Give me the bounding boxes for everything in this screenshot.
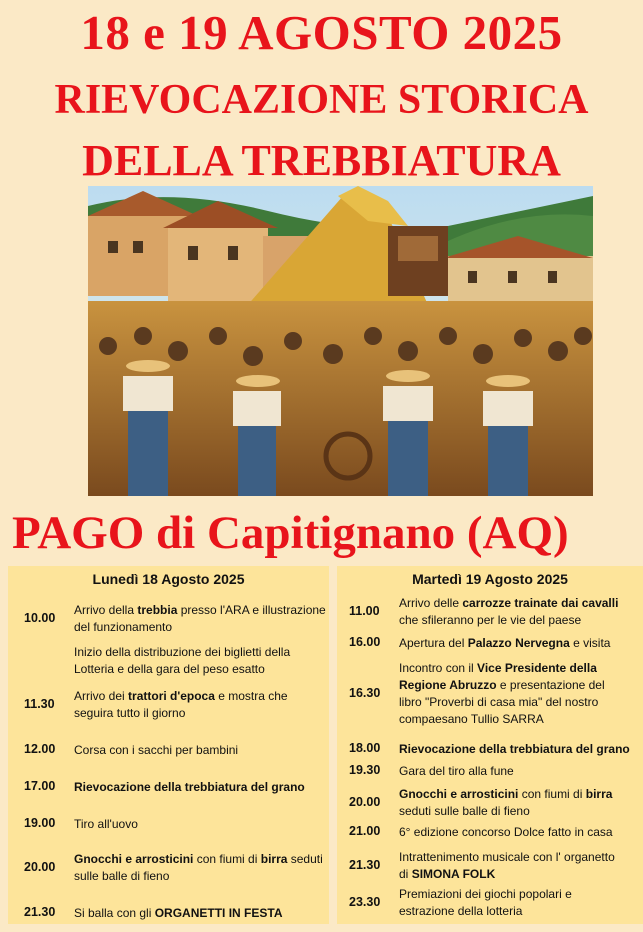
- event-description: Corsa con i sacchi per bambini: [74, 743, 239, 757]
- event-description: Gara del tiro alla fune: [399, 764, 514, 778]
- tuesday-heading: Martedì 19 Agosto 2025: [412, 571, 568, 587]
- event-time: 23.30: [349, 895, 381, 909]
- event-time: 11.00: [349, 604, 380, 618]
- event-time: 11.30: [24, 697, 55, 711]
- event-time: 17.00: [24, 779, 56, 793]
- event-time: 21.30: [349, 858, 381, 872]
- event-time: 16.30: [349, 686, 381, 700]
- event-time: 21.00: [349, 824, 381, 838]
- event-description: Incontro con il Vice Presidente della Regione Abruzzo e presentazione del libro "Proverbi di casa mia" del nostro compaesano Tullio SARRA: [399, 661, 605, 726]
- title-event-sub: DELLA TREBBIATURA: [82, 136, 561, 185]
- event-description: Rievocazione della trebbiatura del grano: [399, 742, 630, 756]
- monday-heading: Lunedì 18 Agosto 2025: [92, 571, 245, 587]
- event-description: Arrivo dei trattori d'epoca e mostra che seguira tutto il giorno: [74, 689, 288, 720]
- tuesday-schedule: [337, 566, 643, 924]
- event-description: Rievocazione della trebbiatura del grano: [74, 780, 305, 794]
- event-description: Intrattenimento musicale con l' organetto di SIMONA FOLK: [399, 850, 615, 881]
- event-time: 10.00: [24, 611, 56, 625]
- event-time: 19.00: [24, 816, 56, 830]
- event-description: Inizio della distribuzione dei biglietti della Lotteria e della gara del peso esatto: [74, 645, 291, 676]
- event-time: 20.00: [349, 795, 381, 809]
- event-description: Arrivo della trebbia presso l'ARA e illustrazione del funzionamento: [74, 603, 326, 634]
- event-time: 12.00: [24, 742, 56, 756]
- event-time: 16.00: [349, 635, 381, 649]
- event-description: Arrivo delle carrozze trainate dai cavalli che sfileranno per le vie del paese: [399, 596, 619, 627]
- event-time: 21.30: [24, 905, 56, 919]
- event-description: Gnocchi e arrosticini con fiumi di birra seduti sulle balle di fieno: [399, 787, 613, 818]
- monday-schedule: [8, 566, 329, 924]
- threshing-festival-illustration: [88, 186, 593, 496]
- event-time: 18.00: [349, 741, 381, 755]
- title-event: RIEVOCAZIONE STORICA: [54, 77, 589, 123]
- location-title: PAGO di Capitignano (AQ): [12, 507, 569, 559]
- title-dates: 18 e 19 AGOSTO 2025: [80, 5, 563, 60]
- event-time: 19.30: [349, 763, 381, 777]
- event-description: Premiazioni dei giochi popolari e estrazione della lotteria: [399, 887, 572, 918]
- event-description: Tiro all'uovo: [74, 817, 138, 831]
- event-time: 20.00: [24, 860, 56, 874]
- event-description: 6° edizione concorso Dolce fatto in casa: [399, 825, 613, 839]
- event-description: Si balla con gli ORGANETTI IN FESTA: [74, 906, 283, 920]
- event-description: Apertura del Palazzo Nervegna e visita: [399, 636, 611, 650]
- event-description: Gnocchi e arrosticini con fiumi di birra seduti sulle balle di fieno: [74, 852, 323, 883]
